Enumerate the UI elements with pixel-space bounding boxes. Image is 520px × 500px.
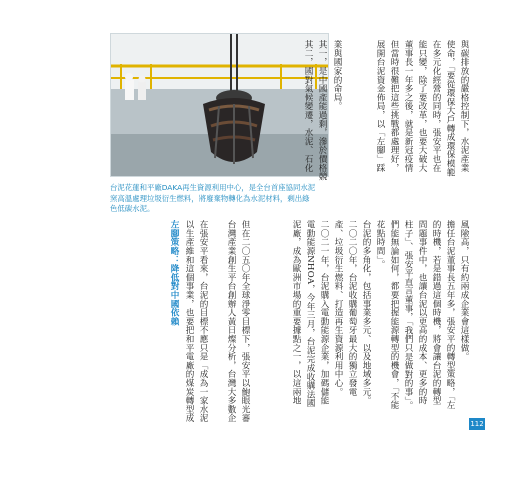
text-column: 電動能源NHOA，今年三月，台泥完成收購法國 — [305, 220, 315, 408]
text-column: 其一，是中國產能過剩，滲於價格競 — [317, 40, 327, 181]
text-column: 使命，「要從環保大戶轉成環保模範 — [445, 40, 455, 177]
page-number: 112 — [470, 420, 484, 428]
text-column: 以生產維和這個事業，也要把和平電廠的煤炭轉型成 — [184, 220, 194, 423]
text-column — [210, 220, 223, 425]
photo-caption: 台泥花蓮和平廠DAKA再生資源利用中心，是全台首座協同水泥窯高溫處理垃圾衍生燃料，將廢棄物轉化為水泥材料，剩出綠色低碳水泥。 — [110, 183, 316, 213]
text-column: 的時機，若是錯過這個時機，將會讓台泥的轉型 — [431, 220, 441, 405]
text-column: 產、垃圾衍生燃料、打造再生資源利用中心。 — [333, 220, 343, 396]
text-column — [273, 40, 286, 182]
text-column: 擔任台泥董事長五年多，張安平的轉型策略，「左 — [445, 220, 455, 410]
section-heading: 左腳策略：降低對中國依賴 — [169, 220, 179, 326]
text-column: 其二，國對氣候變遷，水泥、石化 — [303, 40, 313, 172]
text-column: 業與國家的命局。 — [332, 40, 342, 111]
text-column: 與碳排放的嚴格控制下，水泥產業 — [459, 40, 469, 172]
text-column: 二〇二〇年，台泥收購葡萄牙最大的獨立發電 — [347, 220, 357, 396]
text-column: 風險高，只有約兩成企業會這樣做。 — [459, 220, 469, 361]
text-column: 但當時很難把這些挑戰都處理好， — [389, 40, 399, 172]
text-column: 們能無論如何，都要把握能源轉型的機會，「不能 — [389, 220, 399, 410]
text-column: 能只變，除了要改革，也要大破大 — [417, 40, 427, 172]
text-column: 董事長一年多之後，就是新冠疫情 — [403, 40, 413, 172]
text-column: 二〇二一年，台泥購入電動能源企業，加碼儲能 — [319, 220, 329, 405]
text-column: 問題事件中，也讓台泥以更高的成本、更多的時 — [417, 220, 427, 405]
text-column: 泥廠，成為歐洲市場的重要據點之一，以這兩地 — [291, 220, 301, 405]
text-column: 但在二〇五〇年全球淨零目標下，張安平以鮑眼光審 — [240, 220, 250, 423]
text-column: 展開台泥資金佈局，以「左腳」踩 — [375, 40, 385, 172]
text-column: 柱子」、張安平直言董事，「我們只是做對的事」。 — [403, 220, 413, 410]
text-column — [287, 40, 300, 182]
text-column: 在多元化經營的同時，張安平也在 — [431, 40, 441, 172]
text-column: 在張安平看來，台泥的目標不應只是「成為一家水泥 — [198, 220, 208, 423]
text-column: 台灣產業創生平台創辦人黃日燦分析，台灣大多數企 — [226, 220, 236, 423]
text-column: 台泥的多角化，包括事業多元、以及地域多元。 — [361, 220, 371, 405]
text-column: 花點時間」。 — [375, 220, 385, 269]
